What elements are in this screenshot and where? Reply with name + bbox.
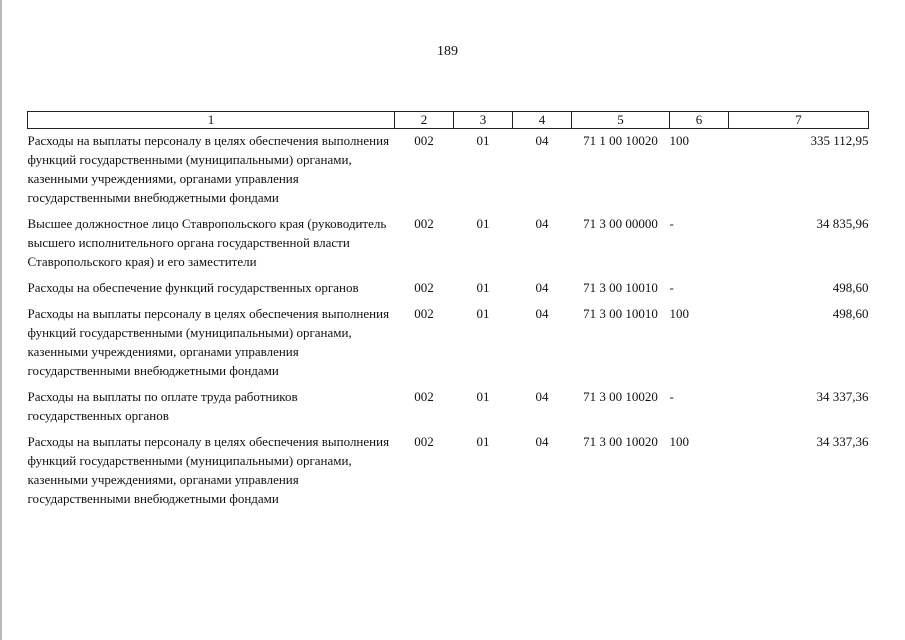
row-subsection: 04: [535, 389, 549, 404]
table-row: [28, 214, 869, 278]
row-subsection: 04: [535, 434, 549, 449]
row-expense-type: 100: [669, 434, 689, 449]
row-section: 01: [476, 280, 490, 295]
header-col-3: 3: [454, 112, 513, 129]
row-ministry: 002: [414, 389, 434, 404]
table-row: [28, 129, 869, 215]
header-col-4: 4: [513, 112, 572, 129]
row-name: Расходы на выплаты персоналу в целях обеспечения выполнения функций государственными (муниципальными) органами, казенными учреждениями, органами управления государственными внебюджетными фондами: [27, 434, 390, 506]
row-expense-type: -: [669, 280, 674, 295]
row-name: Расходы на выплаты персоналу в целях обеспечения выполнения функций государственными (муниципальными) органами, казенными учреждениями, органами управления государственными внебюджетными фондами: [27, 133, 390, 205]
row-ministry: 002: [414, 216, 434, 231]
row-amount: 34 337,36: [816, 434, 869, 449]
row-expense-type: -: [669, 389, 674, 404]
row-name: Расходы на обеспечение функций государственных органов: [27, 280, 359, 295]
table-row: [28, 387, 869, 432]
row-target-code: 71 1 00 10020: [583, 133, 658, 148]
table-header: [28, 112, 869, 129]
row-section: 01: [476, 133, 490, 148]
header-col-7: 7: [729, 112, 869, 129]
row-target-code: 71 3 00 10020: [583, 389, 658, 404]
row-name: Расходы на выплаты по оплате труда работников государственных органов: [27, 389, 298, 423]
row-amount: 498,60: [832, 306, 869, 321]
row-amount: 335 112,95: [810, 133, 869, 148]
table-row: [28, 278, 869, 304]
row-name: Высшее должностное лицо Ставропольского края (руководитель высшего исполнительного органа государственной власти Ставропольского края) и его заместители: [27, 216, 387, 269]
table-body: [28, 129, 869, 516]
row-amount: 34 337,36: [816, 389, 869, 404]
row-subsection: 04: [535, 306, 549, 321]
row-ministry: 002: [414, 280, 434, 295]
header-col-5: 5: [572, 112, 670, 129]
row-subsection: 04: [535, 133, 549, 148]
row-amount: 34 835,96: [816, 216, 869, 231]
header-row: [28, 112, 869, 129]
header-col-1: 1: [28, 112, 395, 129]
row-ministry: 002: [414, 434, 434, 449]
table-row: [28, 304, 869, 387]
row-target-code: 71 3 00 00000: [583, 216, 658, 231]
budget-table: [27, 111, 869, 515]
scan-edge: [0, 0, 2, 640]
row-section: 01: [476, 389, 490, 404]
row-name: Расходы на выплаты персоналу в целях обеспечения выполнения функций государственными (муниципальными) органами, казенными учреждениями, органами управления государственными внебюджетными фондами: [27, 306, 390, 378]
row-section: 01: [476, 434, 490, 449]
row-section: 01: [476, 216, 490, 231]
row-target-code: 71 3 00 10010: [583, 306, 658, 321]
row-amount: 498,60: [832, 280, 869, 295]
row-target-code: 71 3 00 10020: [583, 434, 658, 449]
row-subsection: 04: [535, 216, 549, 231]
row-ministry: 002: [414, 133, 434, 148]
row-expense-type: 100: [669, 133, 689, 148]
table-row: [28, 432, 869, 515]
header-col-2: 2: [395, 112, 454, 129]
page-number: 189: [437, 44, 458, 59]
row-target-code: 71 3 00 10010: [583, 280, 658, 295]
row-section: 01: [476, 306, 490, 321]
row-ministry: 002: [414, 306, 434, 321]
header-col-6: 6: [670, 112, 729, 129]
row-expense-type: 100: [669, 306, 689, 321]
row-expense-type: -: [669, 216, 674, 231]
row-subsection: 04: [535, 280, 549, 295]
